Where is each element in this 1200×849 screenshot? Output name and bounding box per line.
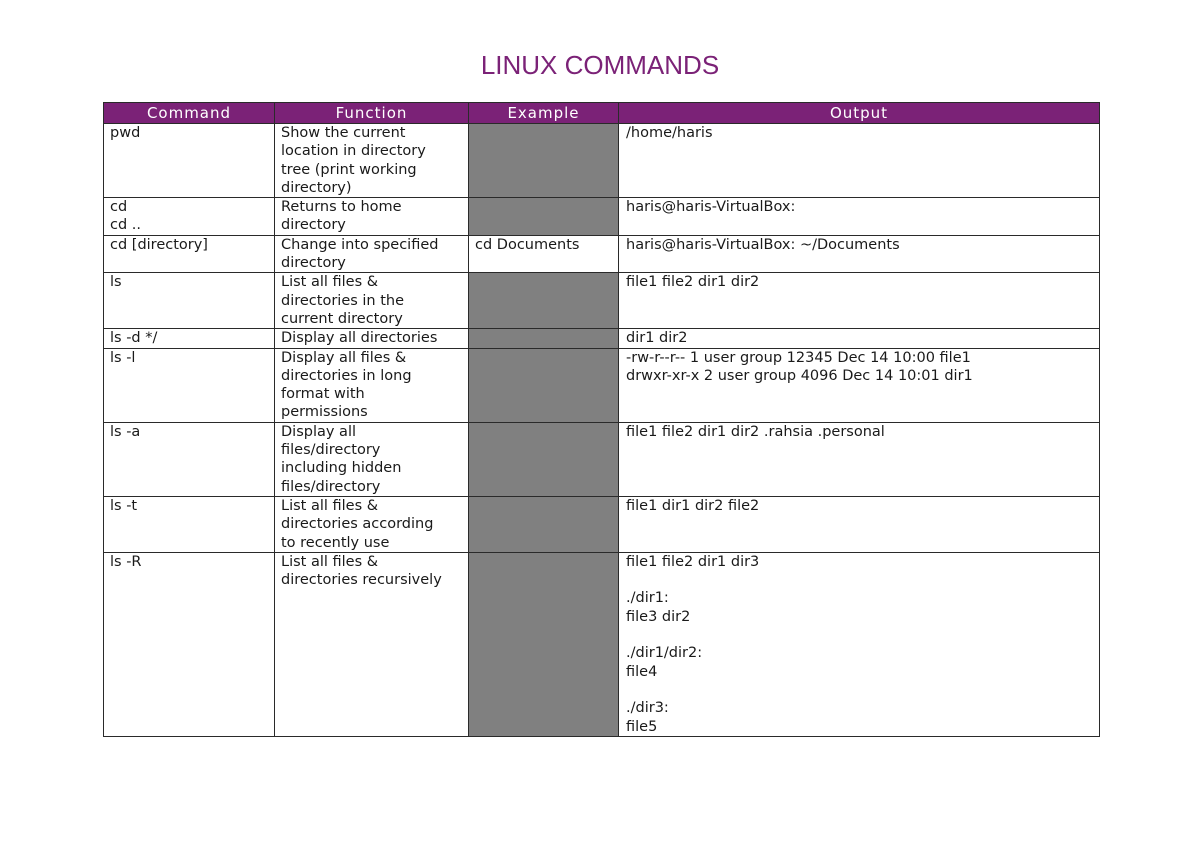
header-function: Function — [275, 103, 469, 124]
table-row — [104, 124, 1100, 198]
example-cell — [469, 348, 619, 422]
table-row — [104, 273, 1100, 329]
header-command: Command — [104, 103, 275, 124]
command-cell: ls -R — [104, 552, 275, 736]
output-cell: file1 file2 dir1 dir3 ./dir1: file3 dir2 ./dir1/dir2: file4 ./dir3: file5 — [619, 552, 1100, 736]
output-cell: dir1 dir2 — [619, 329, 1100, 348]
output-cell: -rw-r--r-- 1 user group 12345 Dec 14 10:00 file1 drwxr-xr-x 2 user group 4096 Dec 14 10:01 dir1 — [619, 348, 1100, 422]
function-cell: Display all files & directories in long format with permissions — [275, 348, 469, 422]
function-cell: Change into specified directory — [275, 235, 469, 273]
function-cell: Display all files/directory including hidden files/directory — [275, 422, 469, 496]
output-cell: file1 file2 dir1 dir2 — [619, 273, 1100, 329]
command-cell: cd [directory] — [104, 235, 275, 273]
example-cell — [469, 329, 619, 348]
table-row — [104, 552, 1100, 736]
output-cell: haris@haris-VirtualBox: ~/Documents — [619, 235, 1100, 273]
function-cell: Returns to home directory — [275, 198, 469, 236]
example-cell — [469, 198, 619, 236]
table-row — [104, 348, 1100, 422]
function-cell: List all files & directories according to recently use — [275, 496, 469, 552]
page-title: LINUX COMMANDS — [480, 50, 720, 80]
output-cell: /home/haris — [619, 124, 1100, 198]
output-cell: file1 dir1 dir2 file2 — [619, 496, 1100, 552]
table-row — [104, 496, 1100, 552]
function-cell: Show the current location in directory tree (print working directory) — [275, 124, 469, 198]
command-cell: ls -d */ — [104, 329, 275, 348]
command-cell: cd cd .. — [104, 198, 275, 236]
commands-table — [103, 102, 1100, 737]
function-cell: List all files & directories in the current directory — [275, 273, 469, 329]
table-row — [104, 329, 1100, 348]
function-cell: List all files & directories recursively — [275, 552, 469, 736]
header-example: Example — [469, 103, 619, 124]
example-cell — [469, 124, 619, 198]
example-cell — [469, 552, 619, 736]
table-header-row — [104, 103, 1100, 124]
example-cell — [469, 422, 619, 496]
function-cell: Display all directories — [275, 329, 469, 348]
command-cell: ls — [104, 273, 275, 329]
command-cell: ls -a — [104, 422, 275, 496]
table-row — [104, 235, 1100, 273]
command-cell: pwd — [104, 124, 275, 198]
example-cell: cd Documents — [469, 235, 619, 273]
command-cell: ls -t — [104, 496, 275, 552]
header-output: Output — [619, 103, 1100, 124]
table-row — [104, 422, 1100, 496]
output-cell: haris@haris-VirtualBox: — [619, 198, 1100, 236]
example-cell — [469, 496, 619, 552]
example-cell — [469, 273, 619, 329]
command-cell: ls -l — [104, 348, 275, 422]
output-cell: file1 file2 dir1 dir2 .rahsia .personal — [619, 422, 1100, 496]
table-row — [104, 198, 1100, 236]
